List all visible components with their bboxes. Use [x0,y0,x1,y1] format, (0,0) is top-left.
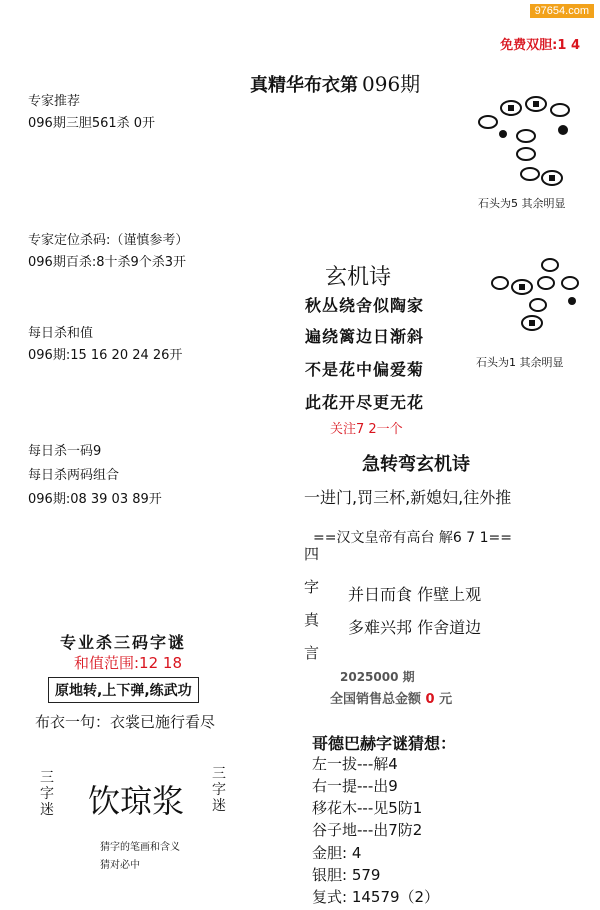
side-label-left [40,770,54,818]
goldbach-title: 哥德巴赫字谜猜想： [312,734,457,753]
sum-kill-value: 096期:15 16 20 24 26开 [28,348,183,363]
position-kill-label: 专家定位杀码:（谨慎参考） [28,233,189,248]
poem-line: 遍绕篱边日渐斜 [305,327,425,346]
side-char: 迷 [212,798,226,814]
issue-number: 096期 [362,72,421,96]
side-label-right [212,766,226,814]
label-char: 真 [304,611,320,629]
riddle-poem-answer: ==汉文皇帝有高台 解6 7 1== [313,530,512,546]
site-watermark: 97654.com [530,4,594,18]
goldbach-line: 移花木---见5防1 [312,799,423,817]
puzzle-hint: 猜对必中 [100,860,140,871]
riddle-poem-heading: 急转弯玄机诗 [362,454,470,475]
coin-caption-2: 石头为1 其余明显 [476,356,564,369]
sales-total [330,688,452,707]
riddle-word: 饮琼浆 [88,782,185,820]
coin-diagram-1 [468,90,593,190]
label-char: 四 [304,545,320,563]
goldbach-line: 谷子地---出7防2 [312,821,423,839]
follow-note: 关注7 2一个 [330,422,403,437]
free-pick: 免费双胆:1 4 [500,38,580,53]
coin-caption-1: 石头为5 其余明显 [478,197,566,210]
sum-range: 和值范围:12 18 [74,654,182,672]
side-char: 字 [40,786,54,802]
title-text: 真精华布衣第 [250,75,358,96]
goldbach-line: 左一拔---解4 [312,755,398,773]
sum-kill-label: 每日杀和值 [28,326,94,341]
sales-unit: 元 [439,692,453,707]
page-title [250,68,420,97]
poem-heading: 玄机诗 [325,265,392,290]
kill-one-label: 每日杀一码9 [28,444,102,459]
poem-line: 此花开尽更无花 [305,393,425,412]
coin-diagram-2 [488,255,588,345]
goldbach-line: 复式: 14579（2） [312,888,440,906]
poem-line: 秋丛绕舍似陶家 [305,296,425,315]
puzzle-phrase: 原地转,上下弹,练武功 [48,677,199,703]
goldbach-line: 金胆: 4 [312,844,362,862]
goldbach-line: 右一提---出9 [312,777,398,795]
side-char: 字 [212,782,226,798]
poem-line: 不是花中偏爱菊 [305,360,425,379]
buyi-sentence: 布衣一句：衣裳已施行看尽 [35,713,216,731]
puzzle-hint: 猜字的笔画和含义 [100,842,180,853]
four-char-row: 多难兴邦 作舍道边 [348,618,482,637]
label-char: 言 [304,644,320,662]
sales-amount: 0 [425,692,435,707]
side-char: 三 [212,766,226,782]
side-char: 迷 [40,802,54,818]
sales-issue: 2025000 期 [340,670,415,684]
side-char: 三 [40,770,54,786]
four-char-label [304,538,319,670]
four-char-row: 并日而食 作壁上观 [348,585,482,604]
expert-label: 专家推荐 [28,94,81,109]
kill-two-value: 096期:08 39 03 89开 [28,492,162,507]
expert-value: 096期三胆561杀 0开 [28,116,156,131]
riddle-poem-line: 一进门,罚三杯,新媳妇,往外推 [304,488,512,507]
label-char: 字 [304,578,320,596]
puzzle-title: 专业杀三码字谜 [60,633,187,652]
goldbach-line: 银胆: 579 [312,866,381,884]
position-kill-value: 096期百杀:8十杀9个杀3开 [28,255,187,270]
sales-label: 全国销售总金额 [330,692,422,707]
kill-two-label: 每日杀两码组合 [28,468,120,483]
